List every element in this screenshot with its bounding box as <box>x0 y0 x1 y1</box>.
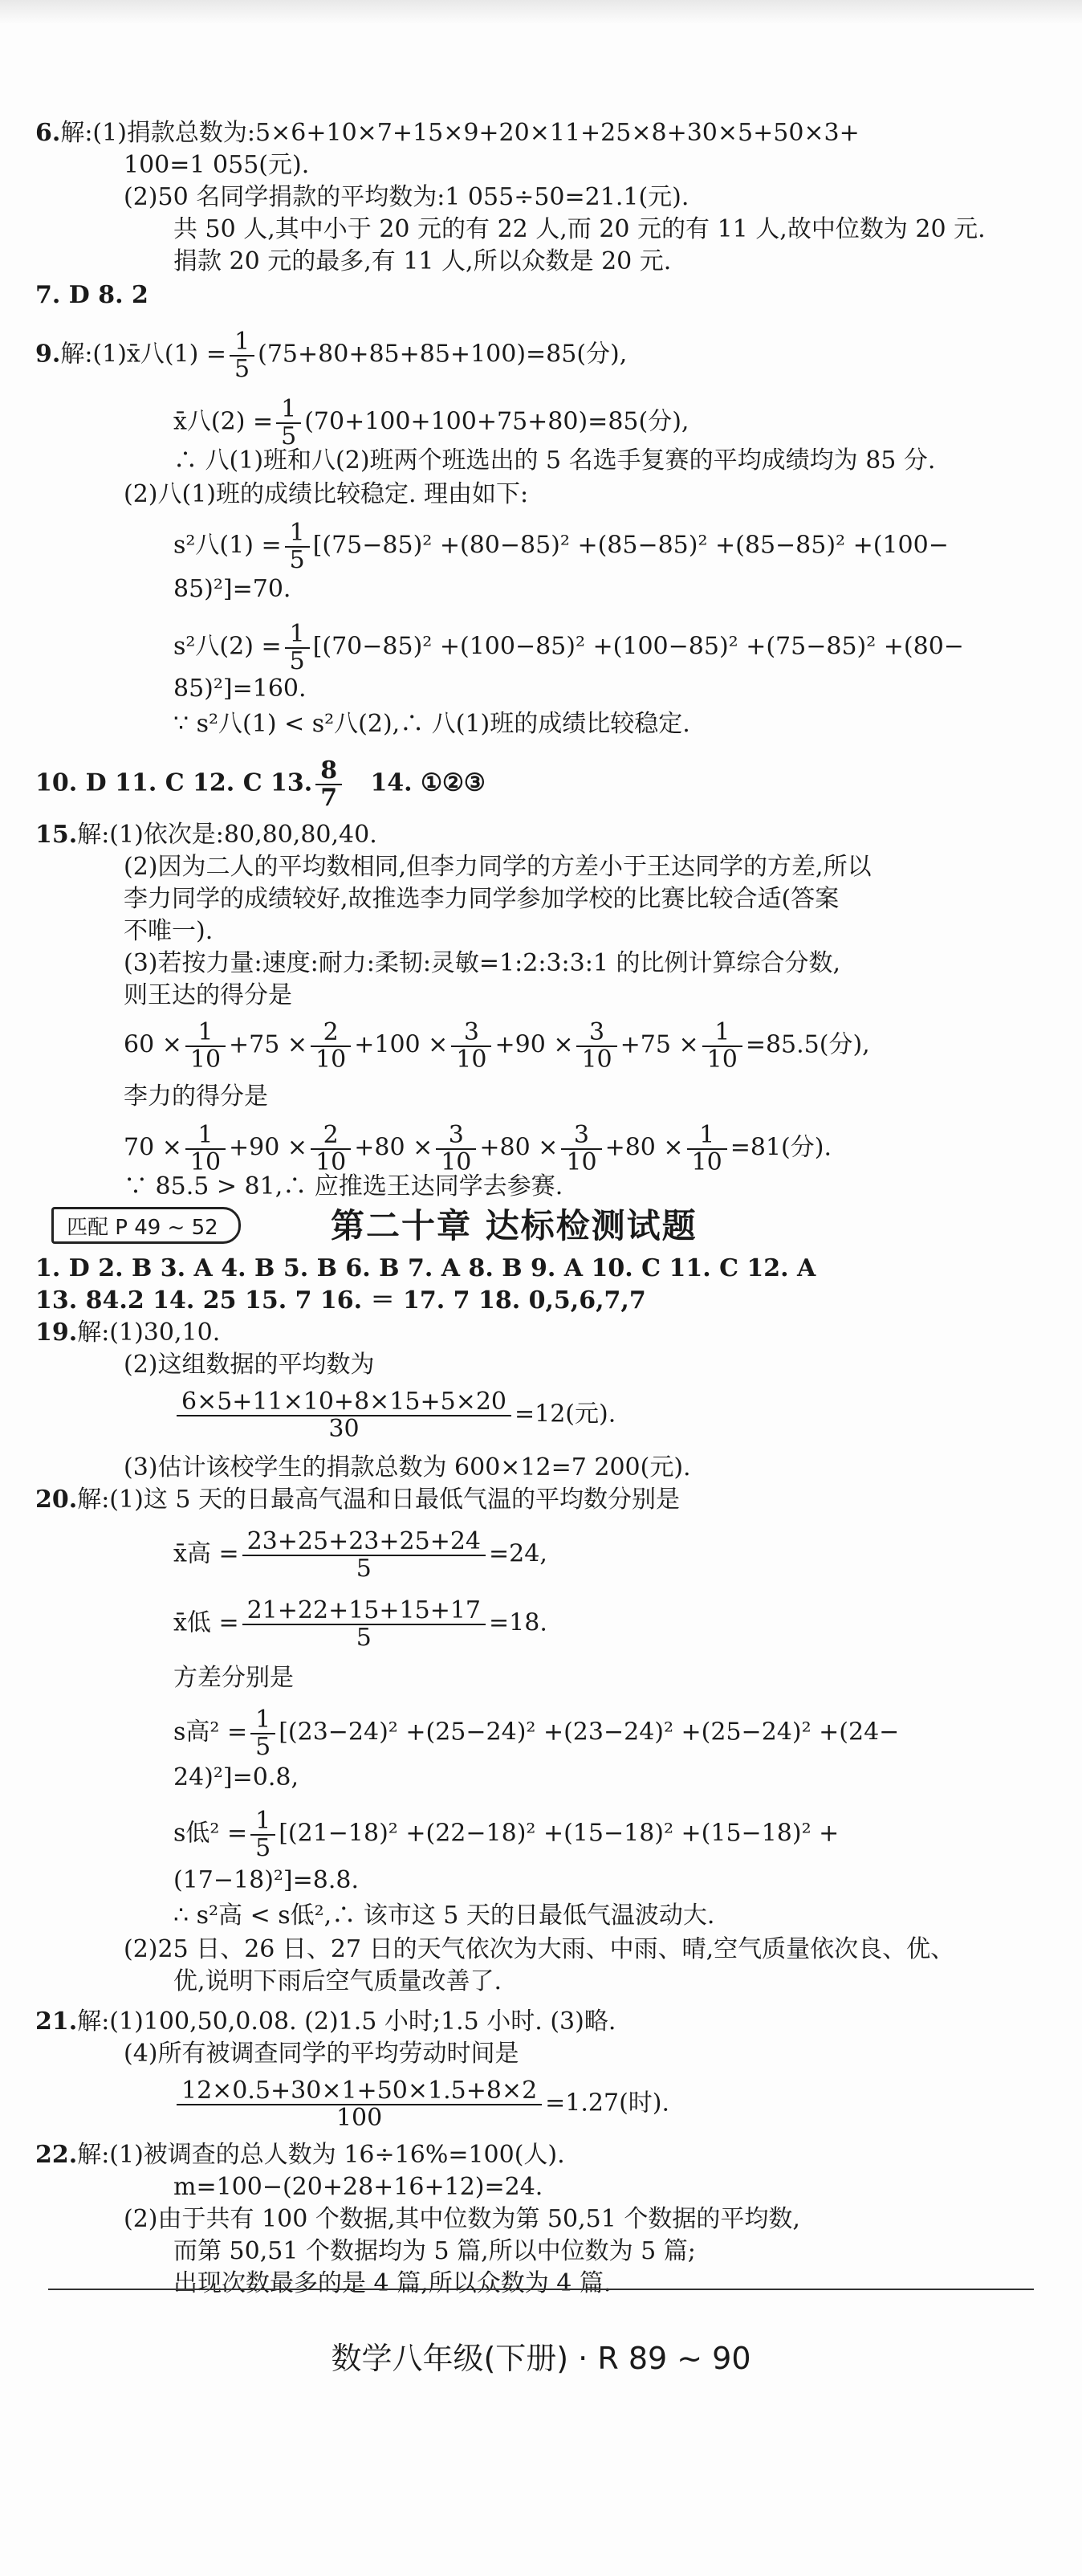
scan-top-edge <box>0 0 1082 24</box>
q15-line-5: (3)若按力量:速度:耐力:柔韧:灵敏=1:2:3:3:1 的比例计算综合分数, <box>124 949 840 977</box>
equation-term: 70 × <box>124 1133 182 1162</box>
equation-term: +90 × <box>229 1133 308 1162</box>
q20-line-2: 方差分别是 <box>173 1664 294 1692</box>
q20-mean-high: x̄高 = $\frac{23+25+23+25+24}{5}$ =24, <box>173 1527 547 1583</box>
fraction: $\frac{1}{10}$ <box>687 1123 727 1175</box>
q20-line-7: 优,说明下雨后空气质量改善了. <box>173 1967 502 1995</box>
q21-equation: $\frac{12\times 0.5+30\times 1+50\times 1.5+8\times 2}{100}$ =1.27(时). <box>0 2078 669 2130</box>
equation-term: +80 × <box>479 1133 559 1162</box>
q15-line-6: 则王达的得分是 <box>124 981 292 1009</box>
equation-term: 60 × <box>124 1030 182 1059</box>
q20-line-5: ∴ s²高 < s低²,∴ 该市这 5 天的日最低气温波动大. <box>173 1901 715 1930</box>
q22-line-5: 出现次数最多的是 4 篇,所以众数为 4 篇. <box>173 2269 612 2297</box>
fraction: $\frac{3}{10}$ <box>436 1123 476 1175</box>
q19-line-1: 19.解:(1)30,10. <box>35 1319 221 1347</box>
fraction: $\frac{21+22+15+15+17}{5}$ <box>242 1598 486 1650</box>
q15-line-3: 李力同学的成绩较好,故推选李力同学参加学校的比赛比较合适(答案 <box>124 885 840 913</box>
equation-term: +75 × <box>620 1030 699 1059</box>
q9-line-6: 85)²]=70. <box>173 575 291 603</box>
q15-line-4: 不唯一). <box>124 917 214 945</box>
fraction: $\frac{1}{5}$ <box>230 329 254 381</box>
q20-var-low: s低² = $\frac{1}{5}$ [(21−18)² +(22−18)² +(15−18)² +(15−18)² + <box>173 1807 840 1862</box>
q15-equation-lili <box>0 1123 832 1175</box>
q20-line-6: (2)25 日、26 日、27 日的天气依次为大雨、中雨、晴,空气质量依次良、优、 <box>124 1935 955 1963</box>
fraction: $\frac{1}{10}$ <box>185 1123 226 1175</box>
fraction: $\frac{1}{5}$ <box>250 1707 275 1759</box>
q6-line-4: 共 50 人,其中小于 20 元的有 22 人,而 20 元的有 11 人,故中位数为 20 元. <box>173 215 986 243</box>
q9-line-5: s²八(1) = $\frac{1}{5}$ [(75−85)² +(80−85)² +(85−85)² +(85−85)² +(100− <box>173 519 949 574</box>
fraction: $\frac{3}{10}$ <box>451 1020 491 1072</box>
q21-line-1: 21.解:(1)100,50,0.08. (2)1.5 小时;1.5 小时. (3)略. <box>35 2007 616 2036</box>
fraction: $\frac{1}{5}$ <box>276 397 301 449</box>
fraction: $\frac{2}{10}$ <box>311 1123 351 1175</box>
fraction: $\frac{3}{10}$ <box>561 1123 601 1175</box>
q15-line-1: 15.解:(1)依次是:80,80,80,40. <box>35 821 377 849</box>
equation-term: +80 × <box>354 1133 433 1162</box>
q19-line-2: (2)这组数据的平均数为 <box>124 1351 375 1379</box>
q20-var-high: s高² = $\frac{1}{5}$ [(23−24)² +(25−24)² +(23−24)² +(25−24)² +(24− <box>173 1706 900 1761</box>
q19-equation: $\frac{6\times 5+11\times 10+8\times 15+5\times 20}{30}$ =12(元). <box>0 1389 616 1441</box>
equation-term: +80 × <box>604 1133 684 1162</box>
q15-line-7: 李力的得分是 <box>124 1082 268 1111</box>
equation-term: +90 × <box>494 1030 574 1059</box>
fraction: $\frac{3}{10}$ <box>576 1020 616 1072</box>
equation-term: +100 × <box>354 1030 449 1059</box>
q6-line-5: 捐款 20 元的最多,有 11 人,所以众数是 20 元. <box>173 247 672 275</box>
fraction: $\frac{8}{7}$ <box>315 758 342 810</box>
q20-line-1: 20.解:(1)这 5 天的日最高气温和日最低气温的平均数分别是 <box>35 1486 680 1514</box>
q9-line-1: 9.解:(1)x̄八(1) = $\frac{1}{5}$ (75+80+85+85+100)=85(分), <box>35 328 628 383</box>
q9-line-4: (2)八(1)班的成绩比较稳定. 理由如下: <box>124 480 529 508</box>
q22-line-4: 而第 50,51 个数据均为 5 篇,所以中位数为 5 篇; <box>173 2237 696 2265</box>
q6-line-3: (2)50 名同学捐款的平均数为:1 055÷50=21.1(元). <box>124 183 689 211</box>
fraction: $\frac{1}{5}$ <box>250 1808 275 1861</box>
chapter-title: 第二十章 达标检测试题 <box>331 1206 698 1245</box>
equation-result: =85.5(分), <box>745 1030 870 1059</box>
fraction: $\frac{1}{5}$ <box>285 622 310 674</box>
q6-line-1: 6.解:(1)捐款总数为:5×6+10×7+15×9+20×11+25×8+30×5+50×3+ <box>35 119 860 147</box>
fraction: $\frac{23+25+23+25+24}{5}$ <box>242 1529 486 1581</box>
q20-line-4: (17−18)²]=8.8. <box>173 1866 360 1894</box>
page-footer: 数学八年级(下册) · R 89 ~ 90 <box>331 2341 751 2376</box>
q6-line-2: 100=1 055(元). <box>124 151 310 179</box>
q10-14-answers: 10. D 11. C 12. C 13. $\frac{8}{7}$ 14. ①②③ <box>35 756 486 812</box>
q7-8-answers: 7. D 8. 2 <box>35 281 148 309</box>
fraction: $\frac{1}{10}$ <box>702 1020 742 1072</box>
q9-line-8: 85)²]=160. <box>173 675 307 703</box>
section-badge: 匹配 P 49 ~ 52 <box>51 1207 241 1244</box>
answers-row-1: 1. D 2. B 3. A 4. B 5. B 6. B 7. A 8. B 9. A 10. C 11. C 12. A <box>35 1254 816 1282</box>
q19-line-3: (3)估计该校学生的捐款总数为 600×12=7 200(元). <box>124 1453 691 1482</box>
q15-line-8: ∵ 85.5 > 81,∴ 应推选王达同学去参赛. <box>124 1172 563 1200</box>
fraction: $\frac{1}{10}$ <box>185 1020 226 1072</box>
q22-line-3: (2)由于共有 100 个数据,其中位数为第 50,51 个数据的平均数, <box>124 2205 800 2233</box>
q9-line-7: s²八(2) = $\frac{1}{5}$ [(70−85)² +(100−85)² +(100−85)² +(75−85)² +(80− <box>173 620 964 675</box>
q20-line-3: 24)²]=0.8, <box>173 1763 299 1791</box>
q22-line-2: m=100−(20+28+16+12)=24. <box>173 2173 543 2201</box>
fraction: $\frac{2}{10}$ <box>311 1020 351 1072</box>
equation-result: =81(分). <box>730 1133 832 1162</box>
q20-mean-low: x̄低 = $\frac{21+22+15+15+17}{5}$ =18. <box>173 1596 547 1652</box>
q9-line-9: ∵ s²八(1) < s²八(2),∴ 八(1)班的成绩比较稳定. <box>173 710 690 738</box>
q9-line-2: x̄八(2) = $\frac{1}{5}$ (70+100+100+75+80)=85(分), <box>173 395 689 450</box>
q21-line-2: (4)所有被调查同学的平均劳动时间是 <box>124 2040 519 2068</box>
fraction: $\frac{1}{5}$ <box>285 520 310 573</box>
equation-term: +75 × <box>229 1030 308 1059</box>
fraction: $\frac{12\times 0.5+30\times 1+50\times 1.5+8\times 2}{100}$ <box>177 2078 542 2130</box>
q9-line-3: ∴ 八(1)班和八(2)班两个班选出的 5 名选手复赛的平均成绩均为 85 分. <box>173 446 936 475</box>
q15-line-2: (2)因为二人的平均数相同,但李力同学的方差小于王达同学的方差,所以 <box>124 853 872 881</box>
answers-row-2: 13. 84.2 14. 25 15. 7 16. ＝ 17. 7 18. 0,5,6,7,7 <box>35 1286 646 1314</box>
q22-line-1: 22.解:(1)被调查的总人数为 16÷16%=100(人). <box>35 2141 565 2169</box>
q15-equation-wangda <box>0 1020 870 1072</box>
fraction: $\frac{6\times 5+11\times 10+8\times 15+5\times 20}{30}$ <box>177 1389 511 1441</box>
footer-divider <box>48 2289 1034 2290</box>
